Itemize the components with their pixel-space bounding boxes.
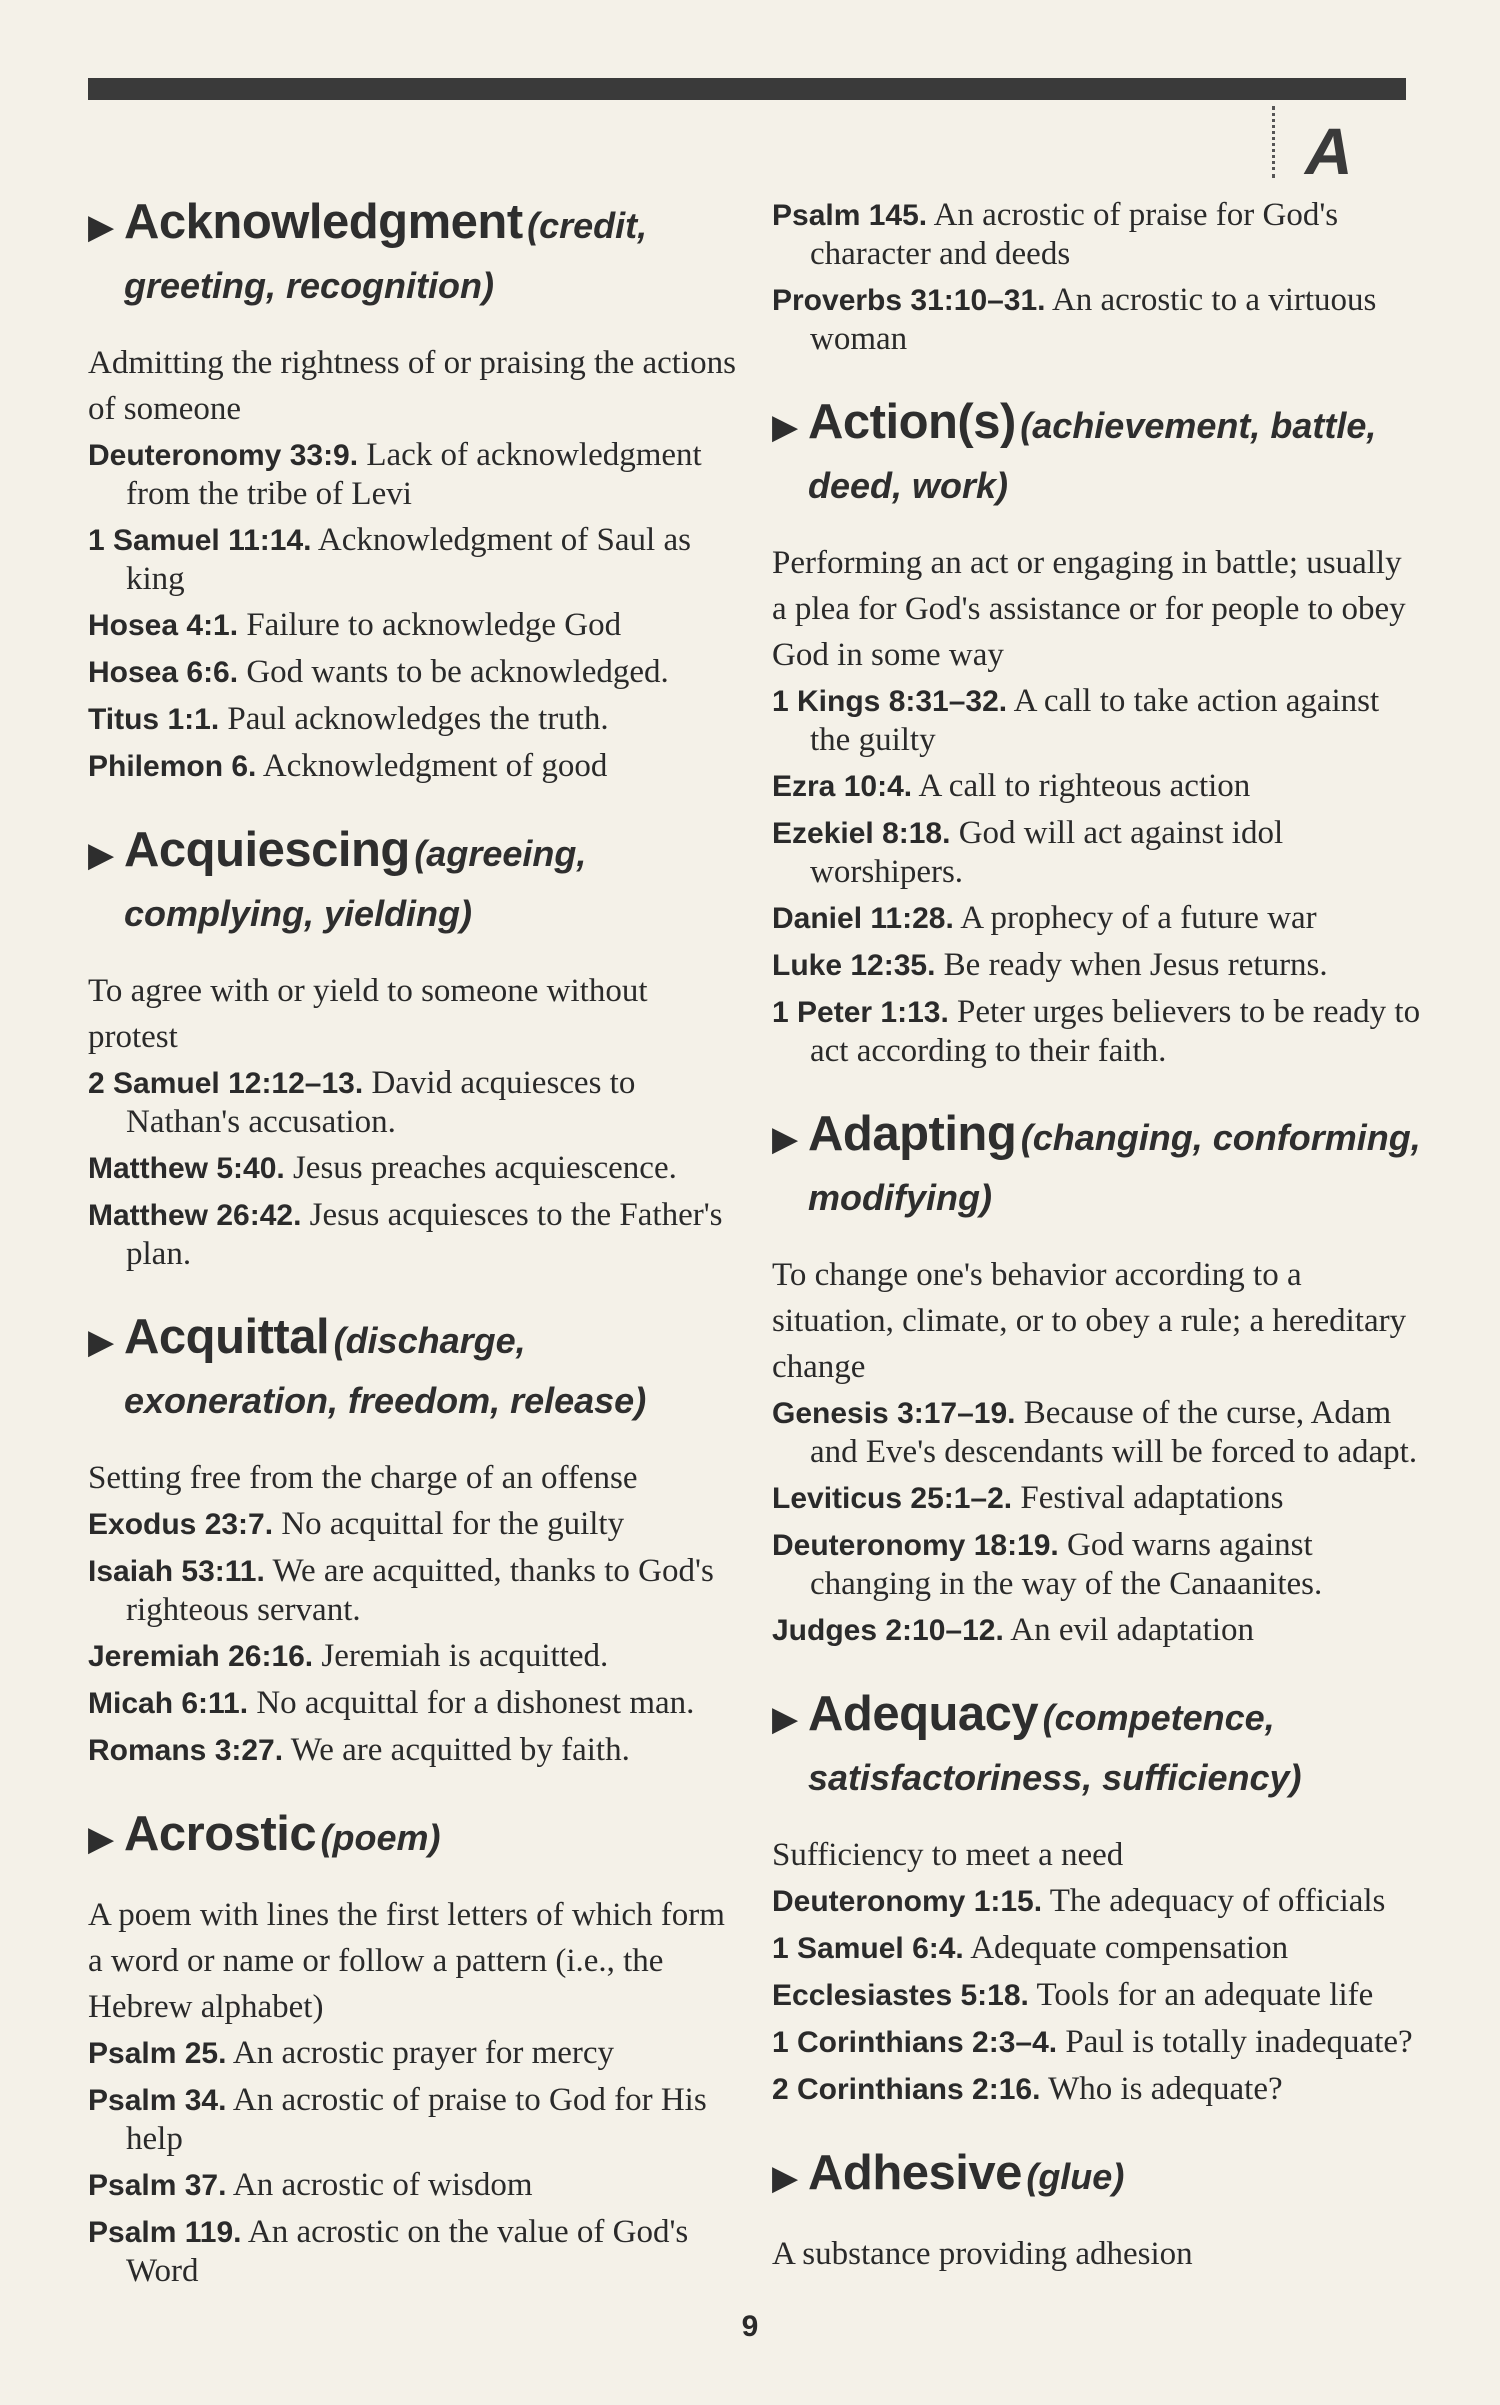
- reference-note: A prophecy of a future war: [960, 900, 1317, 936]
- reference-note: Who is adequate?: [1048, 2071, 1283, 2107]
- scripture-reference: [88, 1684, 738, 1723]
- scripture-reference: [772, 2023, 1422, 2062]
- entry-synonyms: (agreeing, complying, yielding): [124, 833, 587, 934]
- entry-definition: A poem with lines the first letters of which form a word or name or follow a pattern (i.e., the Hebrew alphabet): [88, 1897, 725, 2025]
- scripture-reference: [772, 993, 1422, 1070]
- reference-citation: 1 Corinthians 2:3–4.: [772, 2026, 1058, 2059]
- reference-citation: 1 Kings 8:31–32.: [772, 685, 1008, 718]
- reference-citation: Daniel 11:28.: [772, 902, 954, 935]
- reference-note: Jesus acquiesces to the Father's plan.: [126, 1197, 723, 1272]
- left-column: [88, 196, 738, 2328]
- scripture-reference: [88, 521, 738, 598]
- scripture-reference: [88, 2081, 738, 2158]
- entry-heading: [772, 1108, 1422, 1232]
- entry-heading: [88, 824, 738, 948]
- reference-note: Tools for an adequate life: [1036, 1977, 1374, 2013]
- scripture-reference: [772, 2070, 1422, 2109]
- entry-heading: [88, 196, 738, 320]
- reference-citation: 1 Samuel 11:14.: [88, 524, 312, 557]
- reference-note: Acknowledgment of Saul as king: [126, 522, 691, 597]
- reference-citation: Luke 12:35.: [772, 949, 936, 982]
- scripture-reference: [772, 814, 1422, 891]
- entry-synonyms: (discharge, exoneration, freedom, release): [124, 1320, 647, 1421]
- scripture-reference: [88, 1731, 738, 1770]
- reference-note: The adequacy of officials: [1049, 1883, 1386, 1919]
- reference-citation: Matthew 26:42.: [88, 1199, 302, 1232]
- scripture-reference: [772, 899, 1422, 938]
- dictionary-entry: [772, 2147, 1422, 2277]
- arrow-icon: ▶: [88, 208, 115, 246]
- entry-heading: [772, 396, 1422, 520]
- reference-note: An acrostic of praise to God for His help: [126, 2082, 707, 2157]
- reference-citation: Exodus 23:7.: [88, 1508, 274, 1541]
- scripture-reference: [772, 1479, 1422, 1518]
- reference-citation: 2 Corinthians 2:16.: [772, 2073, 1041, 2106]
- scripture-reference: [772, 281, 1422, 358]
- entry-definition: Admitting the rightness of or praising the actions of someone: [88, 345, 736, 427]
- header-bar: [88, 78, 1406, 100]
- arrow-icon: ▶: [88, 1820, 115, 1858]
- reference-citation: Ecclesiastes 5:18.: [772, 1979, 1029, 2012]
- entry-term: Acrostic: [124, 1807, 317, 1861]
- reference-citation: Ezra 10:4.: [772, 770, 913, 803]
- reference-note: God will act against idol worshipers.: [810, 815, 1284, 890]
- scripture-reference: [88, 436, 738, 513]
- dictionary-entry: [772, 1108, 1422, 1650]
- reference-citation: Jeremiah 26:16.: [88, 1640, 314, 1673]
- section-letter: A: [1305, 114, 1353, 188]
- reference-citation: 2 Samuel 12:12–13.: [88, 1067, 364, 1100]
- dictionary-entry: [772, 396, 1422, 1070]
- entry-term: Acknowledgment: [124, 195, 523, 249]
- reference-note: We are acquitted, thanks to God's righteous servant.: [126, 1553, 714, 1628]
- reference-note: God wants to be acknowledged.: [246, 654, 669, 690]
- arrow-icon: ▶: [88, 1323, 115, 1361]
- reference-citation: Leviticus 25:1–2.: [772, 1482, 1013, 1515]
- reference-citation: Proverbs 31:10–31.: [772, 284, 1046, 317]
- reference-citation: Matthew 5:40.: [88, 1152, 285, 1185]
- arrow-icon: ▶: [772, 408, 799, 446]
- reference-citation: 1 Samuel 6:4.: [772, 1932, 964, 1965]
- letter-tab-divider: [1272, 106, 1275, 178]
- scripture-reference: [88, 1064, 738, 1141]
- entry-synonyms: (achievement, battle, deed, work): [808, 405, 1377, 506]
- entry-heading: [772, 1688, 1422, 1812]
- scripture-reference: [88, 653, 738, 692]
- reference-note: Paul is totally inadequate?: [1065, 2024, 1413, 2060]
- scripture-reference: [88, 1505, 738, 1544]
- right-column: [772, 196, 1422, 2315]
- entry-definition: Setting free from the charge of an offense: [88, 1460, 638, 1496]
- entry-term: Adapting: [808, 1107, 1017, 1161]
- arrow-icon: ▶: [772, 2159, 799, 2197]
- dictionary-entry: [88, 196, 738, 786]
- entry-term: Action(s): [808, 395, 1016, 449]
- reference-note: Paul acknowledges the truth.: [227, 701, 609, 737]
- reference-note: An acrostic of wisdom: [232, 2167, 533, 2203]
- entry-term: Acquittal: [124, 1310, 330, 1364]
- scripture-reference: [88, 606, 738, 645]
- entry-term: Adequacy: [808, 1687, 1039, 1741]
- scripture-reference: [772, 1526, 1422, 1603]
- reference-note: We are acquitted by faith.: [290, 1732, 630, 1768]
- reference-citation: Isaiah 53:11.: [88, 1555, 265, 1588]
- reference-note: An evil adaptation: [1010, 1612, 1254, 1648]
- reference-note: Jeremiah is acquitted.: [321, 1638, 609, 1674]
- arrow-icon: ▶: [88, 836, 115, 874]
- scripture-reference: [88, 1196, 738, 1273]
- reference-citation: Philemon 6.: [88, 750, 257, 783]
- entry-definition: To agree with or yield to someone without protest: [88, 973, 648, 1055]
- reference-note: Peter urges believers to be ready to act according to their faith.: [810, 994, 1421, 1069]
- scripture-reference: [88, 2213, 738, 2290]
- reference-citation: Deuteronomy 33:9.: [88, 439, 359, 472]
- dictionary-entry: [88, 824, 738, 1273]
- scripture-reference: [88, 2166, 738, 2205]
- reference-citation: Psalm 37.: [88, 2169, 227, 2202]
- reference-note: Jesus preaches acquiescence.: [292, 1150, 677, 1186]
- arrow-icon: ▶: [772, 1700, 799, 1738]
- reference-note: A call to take action against the guilty: [810, 683, 1380, 758]
- entry-synonyms: (poem): [320, 1817, 441, 1858]
- scripture-reference: [772, 767, 1422, 806]
- dictionary-entry: [88, 1311, 738, 1770]
- entry-synonyms: (changing, conforming, modifying): [808, 1117, 1421, 1218]
- entry-heading: [88, 1311, 738, 1435]
- reference-citation: Deuteronomy 1:15.: [772, 1885, 1043, 1918]
- reference-citation: Ezekiel 8:18.: [772, 817, 951, 850]
- reference-note: No acquittal for a dishonest man.: [256, 1685, 695, 1721]
- reference-citation: Judges 2:10–12.: [772, 1614, 1004, 1647]
- scripture-reference: [88, 2034, 738, 2073]
- entry-definition: A substance providing adhesion: [772, 2236, 1193, 2272]
- scripture-reference: [88, 747, 738, 786]
- page-number: 9: [741, 2310, 759, 2343]
- reference-citation: Psalm 145.: [772, 199, 928, 232]
- reference-note: An acrostic on the value of God's Word: [126, 2214, 689, 2289]
- reference-note: Festival adaptations: [1020, 1480, 1284, 1516]
- scripture-reference: [772, 682, 1422, 759]
- reference-note: Adequate compensation: [970, 1930, 1289, 1966]
- reference-citation: Genesis 3:17–19.: [772, 1397, 1016, 1430]
- reference-citation: Psalm 25.: [88, 2037, 227, 2070]
- entry-synonyms: (glue): [1026, 2156, 1125, 2197]
- reference-note: An acrostic prayer for mercy: [232, 2035, 615, 2071]
- dictionary-entry: [772, 196, 1422, 358]
- reference-citation: 1 Peter 1:13.: [772, 996, 949, 1029]
- entry-term: Adhesive: [808, 2146, 1022, 2200]
- scripture-reference: [772, 1976, 1422, 2015]
- dictionary-entry: [772, 1688, 1422, 2109]
- entry-term: Acquiescing: [124, 823, 410, 877]
- reference-note: Lack of acknowledgment from the tribe of Levi: [126, 437, 702, 512]
- entry-synonyms: (credit, greeting, recognition): [124, 205, 648, 306]
- scripture-reference: [88, 700, 738, 739]
- reference-citation: Micah 6:11.: [88, 1687, 249, 1720]
- reference-citation: Psalm 34.: [88, 2084, 227, 2117]
- scripture-reference: [772, 946, 1422, 985]
- entry-definition: Sufficiency to meet a need: [772, 1837, 1124, 1873]
- scripture-reference: [772, 196, 1422, 273]
- scripture-reference: [88, 1149, 738, 1188]
- scripture-reference: [772, 1882, 1422, 1921]
- scripture-reference: [772, 1394, 1422, 1471]
- dictionary-entry: [88, 1808, 738, 2290]
- reference-note: No acquittal for the guilty: [281, 1506, 625, 1542]
- reference-note: Be ready when Jesus returns.: [943, 947, 1328, 983]
- entry-definition: To change one's behavior according to a situation, climate, or to obey a rule; a hereditary change: [772, 1257, 1407, 1385]
- arrow-icon: ▶: [772, 1120, 799, 1158]
- reference-note: David acquiesces to Nathan's accusation.: [126, 1065, 636, 1140]
- reference-note: Failure to acknowledge God: [246, 607, 622, 643]
- scripture-reference: [88, 1637, 738, 1676]
- reference-citation: Hosea 4:1.: [88, 609, 239, 642]
- reference-note: An acrostic of praise for God's character and deeds: [810, 197, 1339, 272]
- reference-note: God warns against changing in the way of the Canaanites.: [810, 1527, 1323, 1602]
- entry-heading: [88, 1808, 738, 1872]
- scripture-reference: [88, 1552, 738, 1629]
- reference-citation: Titus 1:1.: [88, 703, 220, 736]
- reference-note: Acknowledgment of good: [262, 748, 608, 784]
- scripture-reference: [772, 1611, 1422, 1650]
- reference-note: A call to righteous action: [918, 768, 1251, 804]
- reference-citation: Hosea 6:6.: [88, 656, 239, 689]
- reference-citation: Deuteronomy 18:19.: [772, 1529, 1059, 1562]
- scripture-reference: [772, 1929, 1422, 1968]
- reference-citation: Psalm 119.: [88, 2216, 242, 2249]
- reference-note: Because of the curse, Adam and Eve's descendants will be forced to adapt.: [810, 1395, 1418, 1470]
- entry-definition: Performing an act or engaging in battle; usually a plea for God's assistance or for people to obey God in some way: [772, 545, 1406, 673]
- entry-heading: [772, 2147, 1422, 2211]
- reference-citation: Romans 3:27.: [88, 1734, 284, 1767]
- entry-synonyms: (competence, satisfactoriness, sufficiency): [808, 1697, 1302, 1798]
- reference-note: An acrostic to a virtuous woman: [810, 282, 1377, 357]
